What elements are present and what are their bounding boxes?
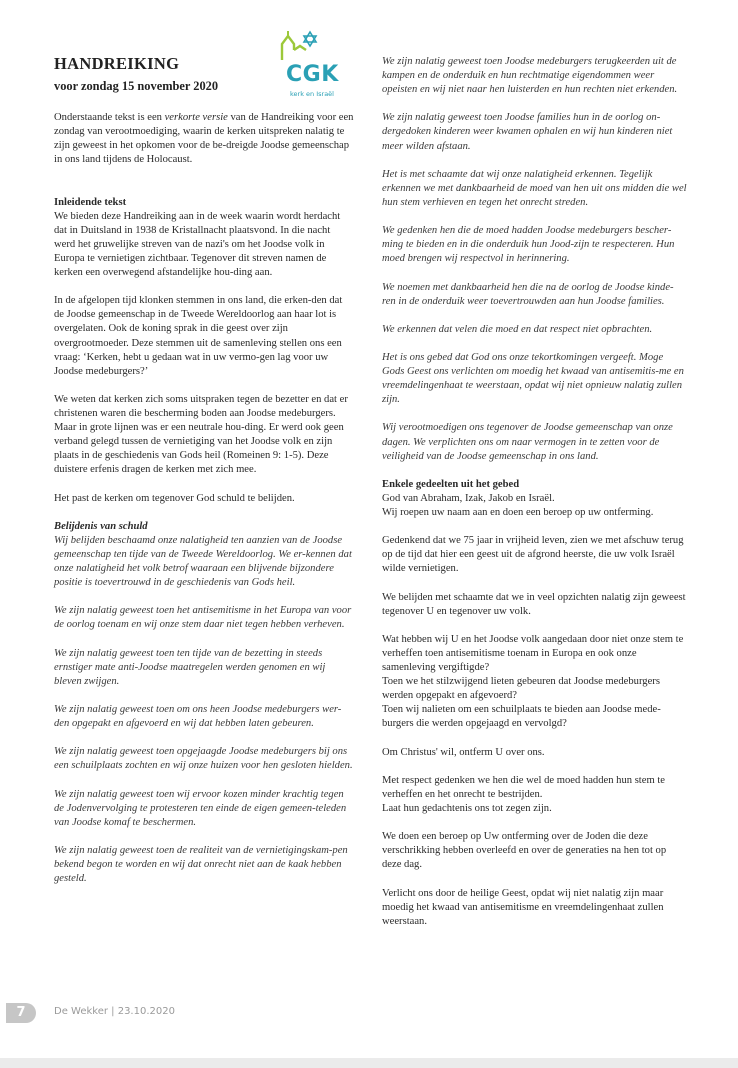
belijdenis-paragraph: Wij verootmoedigen ons tegenover de Joodse gemeenschap van onze dagen. We verplichten ons om naar vermogen in te zetten voor de veiligheid van de Joodse gemeenschap in ons land. — [382, 422, 673, 462]
left-column — [54, 111, 354, 900]
belijdenis-paragraph: Wij belijden beschaamd onze nalatigheid ten aanzien van de Joodse gemeenschap ten tijde van de Tweede Wereldoorlog. We er-kennen dat onze nalatigheid het volk betrof waaraan een blijvende bijzondere positie is toevertrouwd in de geschiedenis van Gods heil. — [54, 534, 352, 589]
right-column — [382, 55, 687, 943]
belijdenis-paragraph: We zijn nalatig geweest toen het antisemitisme in het Europa van voor de oorlog toenam en wij onze stem daar niet tegen hebben verheven. — [54, 605, 352, 631]
belijdenis-paragraph: We zijn nalatig geweest toen opgejaagde Joodse medeburgers bij ons een schuilplaats zochten en wij onze huizen voor hen gesloten hielden. — [54, 746, 353, 772]
gebed-paragraph: We doen een beroep op Uw ontferming over de Joden die deze verschrikking hebben overleefd en over de generaties na hen tot op deze dag. — [382, 831, 667, 871]
belijdenis-paragraph: Het is ons gebed dat God ons onze tekortkomingen vergeeft. Moge Gods Geest ons verlichten om moedig het kwaad van antisemitis-me en vreemdelingenhaat te weerstaan, opdat wij niet opnieuw nalatig zullen zijn. — [382, 351, 684, 406]
belijdenis-paragraph: We erkennen dat velen die moed en dat respect niet opbrachten. — [382, 323, 653, 335]
belijdenis-paragraph: We zijn nalatig geweest toen om ons heen Joodse medeburgers wer-den opgepakt en afgevoerd en wij dat hebben laten gebeuren. — [54, 703, 342, 730]
belijdenis-paragraph: We zijn nalatig geweest toen ten tijde van de bezetting in steeds ernstiger mate anti-Joodse maatregelen werden genomen en wij bleven zwijgen. — [54, 647, 326, 687]
logo-subtext: kerk en Israël — [290, 90, 334, 98]
gebed-paragraph: Gedenkend dat we 75 jaar in vrijheid leven, zien we met afschuw terug op de tijd dat hier een geest uit de afgrond heerste, die uw volk Israël wilde vernietigen. — [382, 535, 684, 575]
publication-info: De Wekker | 23.10.2020 — [54, 1006, 175, 1017]
gebed-heading: Enkele gedeelten uit het gebed — [382, 478, 520, 490]
gebed-paragraph: Verlicht ons door de heilige Geest, opdat wij niet nalatig zijn maar moedig het kwaad van antisemitisme en vreemdelingenhaat zullen weerstaan. — [382, 887, 664, 927]
gebed-line: Toen wij nalieten om een schuilplaats te bieden aan Joodse mede-burgers die werden opgejaagd en vervolgd? — [382, 704, 661, 730]
inleiding-paragraph: Het past de kerken om tegenover God schuld te belijden. — [54, 492, 295, 504]
belijdenis-paragraph: We zijn nalatig geweest toen Joodse medeburgers terugkeerden uit de kampen en de onderduik en hun rechtmatige eigendommen weer opeisten en wij niet naar hen luisterden en hun rechten niet erkenden. — [382, 56, 678, 96]
belijdenis-paragraph: We zijn nalatig geweest toen Joodse families hun in de oorlog on-dergedoken kinderen weer kwamen ophalen en wij hun kinderen niet meer wilden afstaan. — [382, 112, 673, 152]
page-number: 7 — [6, 1003, 36, 1023]
inleiding-paragraph: In de afgelopen tijd klonken stemmen in ons land, die erken-den dat de Joodse gemeenschap in de Tweede Wereldoorlog aan haar lot is overgelaten. Ook de koning sprak in die geest over zijn overgrootmoeder. Deze stemmen uit de samenleving stellen ons een vraag: ‘Kerken, hebt u gedaan wat in uw vermo-gen lag voor uw Joodse medeburgers?’ — [54, 295, 343, 377]
cgk-logo — [268, 30, 362, 102]
belijdenis-paragraph: We zijn nalatig geweest toen wij ervoor kozen minder krachtig tegen de Jodenvervolging te protesteren ten einde de eigen gemeen-teleden van Joodse komaf te beschermen. — [54, 788, 347, 828]
page-title: HANDREIKING — [54, 54, 180, 73]
belijdenis-paragraph: Het is met schaamte dat wij onze nalatigheid erkennen. Tegelijk erkennen we met dankbaarheid de moed van hen uit ons midden die wel hun stem verhieven en tegen het onrecht streden. — [382, 168, 687, 208]
inleiding-paragraph: We weten dat kerken zich soms uitspraken tegen de bezetter en dat er christenen waren die bescherming boden aan Joodse medeburgers. Maar in grote lijnen was er een neutrale hou-ding. Er werd ook geen verband gelegd tussen de vernietiging van het Joodse volk en zijn plaats in de geschiedenis van Gods heil (Romeinen 9: 1-5). Deze duistere erfenis dragen de kerken met zich mee. — [54, 393, 348, 476]
logo-text: CGK — [286, 62, 339, 87]
inleiding-heading: Inleidende tekst — [54, 196, 127, 208]
inleiding-paragraph: We bieden deze Handreiking aan in de week waarin wordt herdacht dat in Duitsland in 1938 de Kristallnacht plaatsvond. In die nacht werd het gruwelijke streven van de nazi's om het Joodse volk in Europa te vernietigen zichtbaar. Tegenover dit streven namen de kerken een overwegend afstandelijke hou-ding aan. — [54, 210, 341, 279]
page-subtitle: voor zondag 15 november 2020 — [54, 79, 219, 93]
gebed-line: God van Abraham, Izak, Jakob en Israël. — [382, 492, 555, 504]
belijdenis-heading: Belijdenis van schuld — [54, 520, 148, 532]
gebed-line: Laat hun gedachtenis ons tot zegen zijn. — [382, 802, 552, 814]
belijdenis-paragraph: We zijn nalatig geweest toen de realiteit van de vernietigingskam-pen bekend begon te worden en wij dat onrecht niet aan de kaak hebben gesteld. — [54, 844, 348, 885]
gebed-line: Toen we het stilzwijgend lieten gebeuren dat Joodse medeburgers werden opgepakt en afgevoerd? — [382, 676, 660, 702]
gebed-line: Met respect gedenken we hen die wel de moed hadden hun stem te verheffen en het onrecht te bestrijden. — [382, 774, 665, 800]
intro-paragraph: Onderstaande tekst is een verkorte versie van de Handreiking voor een zondag van verootmoediging, waarin de kerken uitspreken nalatig te zijn geweest in het opkomen voor de be-dreigde Joodse gemeenschap in ons land tijdens de Holocaust. — [54, 112, 354, 166]
gebed-paragraph: We belijden met schaamte dat we in veel opzichten nalatig zijn geweest tegenover U en tegenover uw volk. — [382, 591, 686, 617]
belijdenis-paragraph: We noemen met dankbaarheid hen die na de oorlog de Joodse kinde-ren in de onderduik weer toevertrouwden aan hun Joodse families. — [382, 281, 674, 307]
belijdenis-paragraph: We gedenken hen die de moed hadden Joodse medeburgers bescher-ming te bieden en in die onderduik hun Jood-zijn te respecteren. Hun moed brengen wij respectvol in herinnering. — [382, 225, 675, 265]
gebed-line: Wij roepen uw naam aan en doen een beroep op uw ontferming. — [382, 507, 654, 518]
gebed-line: Wat hebben wij U en het Joodse volk aangedaan door niet onze stem te verheffen toen antisemitisme toenam in Europa en ook onze samenleving vergiftigde? — [382, 633, 684, 674]
gebed-paragraph: Om Christus' wil, ontferm U over ons. — [382, 746, 545, 758]
